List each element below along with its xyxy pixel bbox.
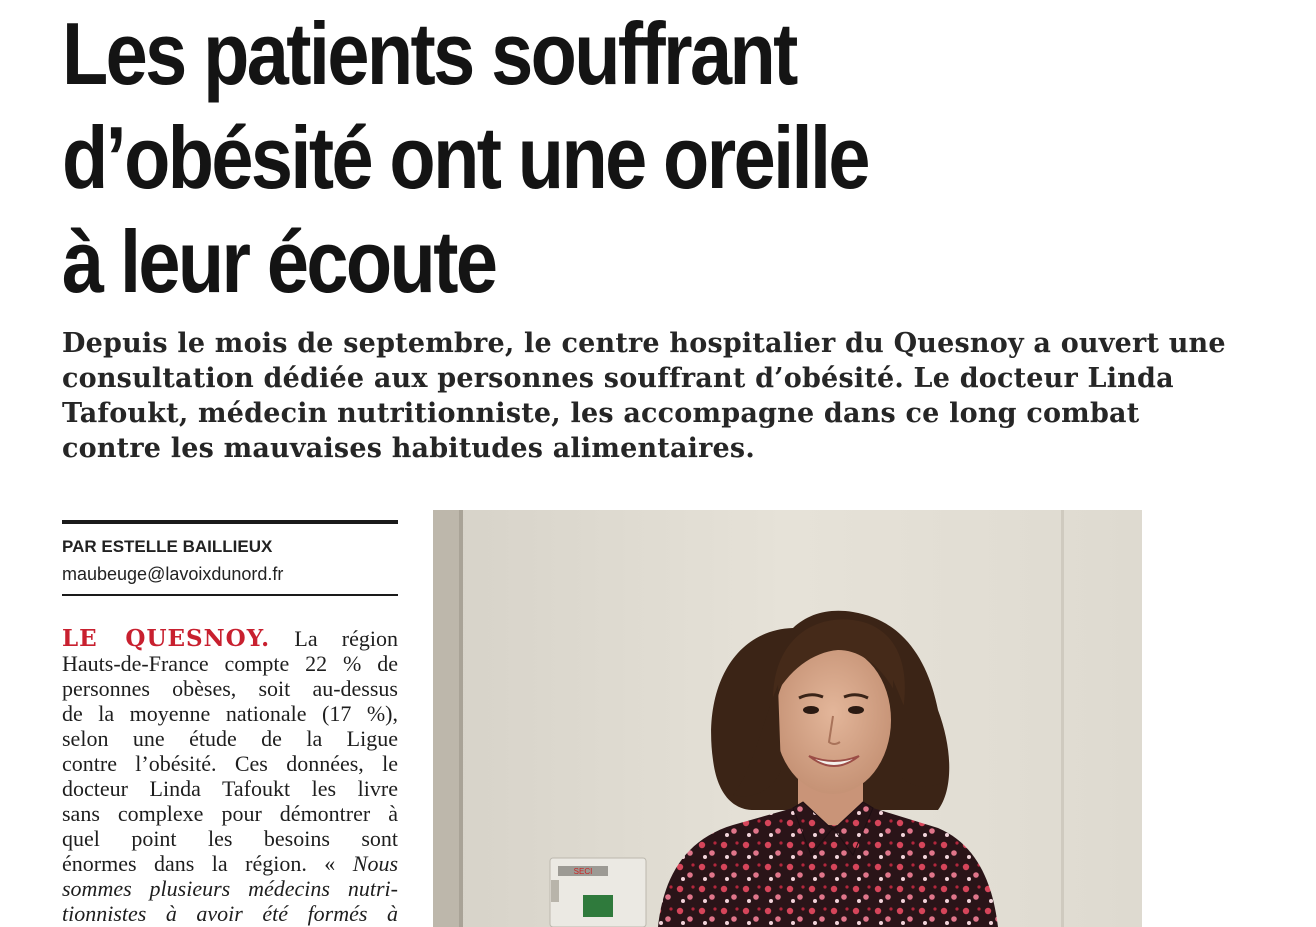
- body-line-text: énormes dans la région. «: [62, 851, 336, 876]
- body-line: selon une étude de la Ligue: [62, 726, 398, 751]
- headline-line-3: à leur écoute: [62, 212, 496, 311]
- body-line: docteur Linda Tafoukt les livre: [62, 776, 398, 801]
- byline: [62, 520, 398, 596]
- body-line-quote: tionnistes à avoir été formés à: [62, 901, 398, 926]
- article-body: [62, 626, 398, 926]
- byline-divider: [62, 594, 398, 596]
- lede-paragraph: [62, 326, 1226, 466]
- body-line: Hauts-de-France compte 22 % de: [62, 651, 398, 676]
- headline: [62, 2, 974, 314]
- byline-email[interactable]: maubeuge@lavoixdunord.fr: [62, 564, 284, 584]
- body-line: [62, 626, 398, 651]
- dateline: LE QUESNOY.: [62, 625, 271, 652]
- body-line: sans complexe pour démontrer à: [62, 801, 398, 826]
- doctor-portrait-image: [433, 510, 1142, 927]
- lede-line-2: consultation dédiée aux personnes souffrant d’obésité. Le docteur Linda: [62, 363, 1174, 394]
- lede-line-1: Depuis le mois de septembre, le centre hospitalier du Quesnoy a ouvert une: [62, 328, 1226, 359]
- body-line: personnes obèses, soit au-dessus: [62, 676, 398, 701]
- body-line: contre l’obésité. Ces données, le: [62, 751, 398, 776]
- wall-device: [550, 858, 646, 927]
- headline-line-2: d’obésité ont une oreille: [62, 108, 868, 207]
- byline-author: PAR ESTELLE BAILLIEUX: [62, 537, 273, 556]
- quote-text: Nous: [352, 851, 399, 876]
- lede-line-4: contre les mauvaises habitudes alimentaires.: [62, 433, 755, 464]
- body-line: [62, 851, 398, 876]
- body-line-text: La région: [294, 626, 399, 651]
- body-line-quote: sommes plusieurs médecins nutri-: [62, 876, 398, 901]
- article-photo: [433, 510, 1142, 927]
- lede-line-3: Tafoukt, médecin nutritionniste, les accompagne dans ce long combat: [62, 398, 1140, 429]
- device-label: SECI: [573, 867, 593, 876]
- body-line: de la moyenne nationale (17 %),: [62, 701, 398, 726]
- body-line: quel point les besoins sont: [62, 826, 398, 851]
- headline-line-1: Les patients souffrant: [62, 4, 796, 103]
